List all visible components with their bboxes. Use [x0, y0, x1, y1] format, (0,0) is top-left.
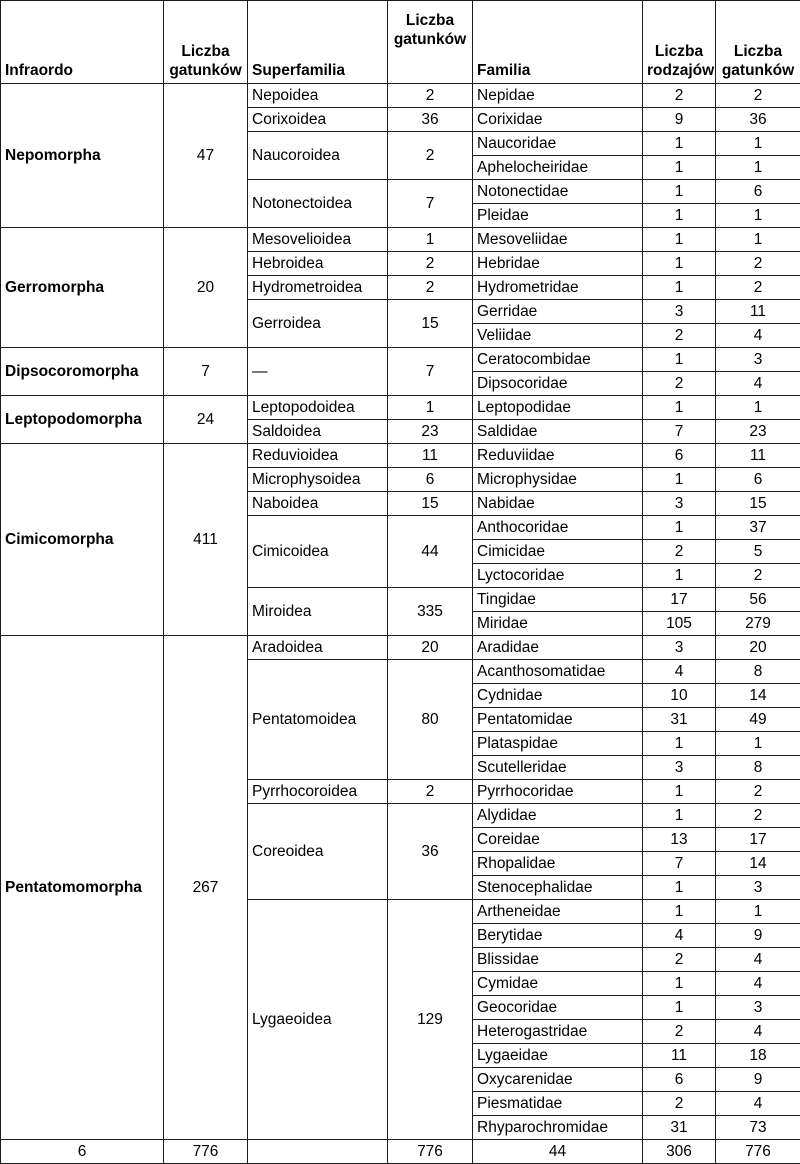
header-genera: Liczba rodzajów — [643, 1, 716, 84]
genera-cell: 10 — [643, 684, 716, 708]
family-cell: Gerridae — [473, 300, 643, 324]
superfamily-species-cell: 23 — [388, 420, 473, 444]
header-infra-species: Liczba gatunków — [164, 1, 248, 84]
species-cell: 18 — [716, 1044, 800, 1068]
species-cell: 1 — [716, 228, 800, 252]
genera-cell: 6 — [643, 1068, 716, 1092]
superfamily-species-cell: 7 — [388, 348, 473, 396]
species-cell: 49 — [716, 708, 800, 732]
infraorder-species-cell: 7 — [164, 348, 248, 396]
genera-cell: 1 — [643, 468, 716, 492]
family-cell: Nabidae — [473, 492, 643, 516]
family-cell: Microphysidae — [473, 468, 643, 492]
family-cell: Corixidae — [473, 108, 643, 132]
family-cell: Tingidae — [473, 588, 643, 612]
species-cell: 2 — [716, 252, 800, 276]
table-row — [1, 84, 800, 108]
total-families: 44 — [473, 1140, 643, 1164]
family-cell: Plataspidae — [473, 732, 643, 756]
genera-cell: 1 — [643, 996, 716, 1020]
superfamily-cell: Mesovelioidea — [248, 228, 388, 252]
genera-cell: 1 — [643, 876, 716, 900]
total-infra-species: 776 — [164, 1140, 248, 1164]
genera-cell: 7 — [643, 420, 716, 444]
species-cell: 11 — [716, 300, 800, 324]
superfamily-cell: Aradoidea — [248, 636, 388, 660]
species-cell: 73 — [716, 1116, 800, 1140]
superfamily-cell: Reduvioidea — [248, 444, 388, 468]
family-cell: Scutelleridae — [473, 756, 643, 780]
infraorder-species-cell: 411 — [164, 444, 248, 636]
species-cell: 14 — [716, 684, 800, 708]
superfamily-cell: Gerroidea — [248, 300, 388, 348]
infraorder-cell: Leptopodomorpha — [1, 396, 164, 444]
species-cell: 20 — [716, 636, 800, 660]
superfamily-cell: Lygaeoidea — [248, 900, 388, 1140]
superfamily-cell: Leptopodoidea — [248, 396, 388, 420]
family-cell: Stenocephalidae — [473, 876, 643, 900]
genera-cell: 1 — [643, 252, 716, 276]
species-cell: 1 — [716, 204, 800, 228]
species-cell: 2 — [716, 276, 800, 300]
species-cell: 9 — [716, 1068, 800, 1092]
genera-cell: 1 — [643, 396, 716, 420]
infraorder-species-cell: 20 — [164, 228, 248, 348]
superfamily-species-cell: 1 — [388, 396, 473, 420]
family-cell: Alydidae — [473, 804, 643, 828]
superfamily-species-cell: 36 — [388, 108, 473, 132]
species-cell: 11 — [716, 444, 800, 468]
totals-row — [1, 1140, 800, 1164]
family-cell: Saldidae — [473, 420, 643, 444]
table-row — [1, 396, 800, 420]
header-superfamily: Superfamilia — [248, 1, 388, 84]
species-cell: 3 — [716, 996, 800, 1020]
family-cell: Lygaeidae — [473, 1044, 643, 1068]
infraorder-species-cell: 267 — [164, 636, 248, 1140]
superfamily-cell: Hydrometroidea — [248, 276, 388, 300]
superfamily-cell: Coreoidea — [248, 804, 388, 900]
total-genera: 306 — [643, 1140, 716, 1164]
family-cell: Geocoridae — [473, 996, 643, 1020]
species-cell: 17 — [716, 828, 800, 852]
superfamily-cell: Saldoidea — [248, 420, 388, 444]
genera-cell: 1 — [643, 156, 716, 180]
species-cell: 8 — [716, 756, 800, 780]
genera-cell: 1 — [643, 564, 716, 588]
species-cell: 2 — [716, 84, 800, 108]
superfamily-cell: Microphysoidea — [248, 468, 388, 492]
superfamily-species-cell: 2 — [388, 780, 473, 804]
family-cell: Pentatomidae — [473, 708, 643, 732]
genera-cell: 13 — [643, 828, 716, 852]
genera-cell: 1 — [643, 780, 716, 804]
family-cell: Cymidae — [473, 972, 643, 996]
species-cell: 56 — [716, 588, 800, 612]
table-row — [1, 636, 800, 660]
genera-cell: 11 — [643, 1044, 716, 1068]
header-row — [1, 1, 800, 84]
superfamily-species-cell: 6 — [388, 468, 473, 492]
genera-cell: 1 — [643, 732, 716, 756]
genera-cell: 2 — [643, 540, 716, 564]
header-family: Familia — [473, 1, 643, 84]
table-body — [1, 84, 800, 1140]
superfamily-species-cell: 44 — [388, 516, 473, 588]
infraorder-cell: Nepomorpha — [1, 84, 164, 228]
genera-cell: 2 — [643, 324, 716, 348]
superfamily-cell: Pentatomoidea — [248, 660, 388, 780]
family-cell: Rhopalidae — [473, 852, 643, 876]
species-cell: 279 — [716, 612, 800, 636]
superfamily-species-cell: 2 — [388, 84, 473, 108]
genera-cell: 2 — [643, 84, 716, 108]
genera-cell: 6 — [643, 444, 716, 468]
genera-cell: 4 — [643, 660, 716, 684]
species-cell: 1 — [716, 132, 800, 156]
species-cell: 4 — [716, 324, 800, 348]
superfamily-cell: Naboidea — [248, 492, 388, 516]
infraorder-cell: Cimicomorpha — [1, 444, 164, 636]
species-cell: 3 — [716, 348, 800, 372]
species-cell: 2 — [716, 564, 800, 588]
family-cell: Lyctocoridae — [473, 564, 643, 588]
superfamily-species-cell: 335 — [388, 588, 473, 636]
genera-cell: 31 — [643, 1116, 716, 1140]
genera-cell: 31 — [643, 708, 716, 732]
infraorder-cell: Gerromorpha — [1, 228, 164, 348]
species-cell: 9 — [716, 924, 800, 948]
genera-cell: 1 — [643, 516, 716, 540]
species-cell: 1 — [716, 900, 800, 924]
family-cell: Pleidae — [473, 204, 643, 228]
superfamily-cell: Corixoidea — [248, 108, 388, 132]
family-cell: Ceratocombidae — [473, 348, 643, 372]
header-infraorder: Infraordo — [1, 1, 164, 84]
superfamily-species-cell: 20 — [388, 636, 473, 660]
species-cell: 6 — [716, 468, 800, 492]
total-super-species: 776 — [388, 1140, 473, 1164]
species-cell: 8 — [716, 660, 800, 684]
genera-cell: 1 — [643, 228, 716, 252]
genera-cell: 17 — [643, 588, 716, 612]
total-species: 776 — [716, 1140, 800, 1164]
superfamily-species-cell: 129 — [388, 900, 473, 1140]
header-super-species: Liczba gatunków — [388, 1, 473, 84]
species-cell: 5 — [716, 540, 800, 564]
infraorder-species-cell: 47 — [164, 84, 248, 228]
superfamily-cell: — — [248, 348, 388, 396]
superfamily-cell: Miroidea — [248, 588, 388, 636]
family-cell: Veliidae — [473, 324, 643, 348]
family-cell: Acanthosomatidae — [473, 660, 643, 684]
species-cell: 1 — [716, 156, 800, 180]
species-cell: 4 — [716, 948, 800, 972]
superfamily-cell: Hebroidea — [248, 252, 388, 276]
genera-cell: 1 — [643, 180, 716, 204]
infraorder-cell: Dipsocoromorpha — [1, 348, 164, 396]
genera-cell: 9 — [643, 108, 716, 132]
species-cell: 37 — [716, 516, 800, 540]
total-superfamily — [248, 1140, 388, 1164]
species-cell: 14 — [716, 852, 800, 876]
superfamily-cell: Nepoidea — [248, 84, 388, 108]
superfamily-species-cell: 2 — [388, 276, 473, 300]
family-cell: Coreidae — [473, 828, 643, 852]
superfamily-cell: Naucoroidea — [248, 132, 388, 180]
genera-cell: 1 — [643, 276, 716, 300]
species-cell: 2 — [716, 780, 800, 804]
genera-cell: 2 — [643, 1092, 716, 1116]
genera-cell: 2 — [643, 1020, 716, 1044]
species-cell: 4 — [716, 972, 800, 996]
genera-cell: 2 — [643, 372, 716, 396]
genera-cell: 105 — [643, 612, 716, 636]
superfamily-species-cell: 15 — [388, 300, 473, 348]
total-infraorders: 6 — [1, 1140, 164, 1164]
family-cell: Artheneidae — [473, 900, 643, 924]
genera-cell: 3 — [643, 636, 716, 660]
genera-cell: 3 — [643, 756, 716, 780]
species-cell: 23 — [716, 420, 800, 444]
family-cell: Leptopodidae — [473, 396, 643, 420]
superfamily-species-cell: 15 — [388, 492, 473, 516]
family-cell: Heterogastridae — [473, 1020, 643, 1044]
genera-cell: 1 — [643, 348, 716, 372]
family-cell: Mesoveliidae — [473, 228, 643, 252]
genera-cell: 7 — [643, 852, 716, 876]
species-cell: 3 — [716, 876, 800, 900]
species-cell: 4 — [716, 372, 800, 396]
superfamily-species-cell: 1 — [388, 228, 473, 252]
table-row — [1, 444, 800, 468]
header-species: Liczba gatunków — [716, 1, 800, 84]
family-cell: Berytidae — [473, 924, 643, 948]
species-cell: 15 — [716, 492, 800, 516]
family-cell: Pyrrhocoridae — [473, 780, 643, 804]
family-cell: Reduviidae — [473, 444, 643, 468]
species-cell: 1 — [716, 732, 800, 756]
table-row — [1, 228, 800, 252]
species-cell: 1 — [716, 396, 800, 420]
species-cell: 4 — [716, 1092, 800, 1116]
superfamily-cell: Notonectoidea — [248, 180, 388, 228]
genera-cell: 1 — [643, 900, 716, 924]
superfamily-species-cell: 11 — [388, 444, 473, 468]
superfamily-species-cell: 2 — [388, 252, 473, 276]
family-cell: Aphelocheiridae — [473, 156, 643, 180]
superfamily-species-cell: 7 — [388, 180, 473, 228]
superfamily-species-cell: 2 — [388, 132, 473, 180]
species-cell: 4 — [716, 1020, 800, 1044]
family-cell: Rhyparochromidae — [473, 1116, 643, 1140]
family-cell: Hydrometridae — [473, 276, 643, 300]
species-cell: 6 — [716, 180, 800, 204]
species-cell: 36 — [716, 108, 800, 132]
family-cell: Aradidae — [473, 636, 643, 660]
family-cell: Cydnidae — [473, 684, 643, 708]
family-cell: Nepidae — [473, 84, 643, 108]
superfamily-species-cell: 36 — [388, 804, 473, 900]
family-cell: Dipsocoridae — [473, 372, 643, 396]
genera-cell: 3 — [643, 492, 716, 516]
family-cell: Oxycarenidae — [473, 1068, 643, 1092]
genera-cell: 4 — [643, 924, 716, 948]
family-cell: Notonectidae — [473, 180, 643, 204]
genera-cell: 1 — [643, 204, 716, 228]
family-cell: Anthocoridae — [473, 516, 643, 540]
superfamily-cell: Cimicoidea — [248, 516, 388, 588]
species-cell: 2 — [716, 804, 800, 828]
infraorder-species-cell: 24 — [164, 396, 248, 444]
genera-cell: 1 — [643, 132, 716, 156]
family-cell: Miridae — [473, 612, 643, 636]
superfamily-cell: Pyrrhocoroidea — [248, 780, 388, 804]
infraorder-cell: Pentatomomorpha — [1, 636, 164, 1140]
superfamily-species-cell: 80 — [388, 660, 473, 780]
genera-cell: 2 — [643, 948, 716, 972]
genera-cell: 1 — [643, 972, 716, 996]
family-cell: Blissidae — [473, 948, 643, 972]
family-cell: Piesmatidae — [473, 1092, 643, 1116]
table-row — [1, 348, 800, 372]
family-cell: Cimicidae — [473, 540, 643, 564]
family-cell: Hebridae — [473, 252, 643, 276]
genera-cell: 3 — [643, 300, 716, 324]
genera-cell: 1 — [643, 804, 716, 828]
family-cell: Naucoridae — [473, 132, 643, 156]
